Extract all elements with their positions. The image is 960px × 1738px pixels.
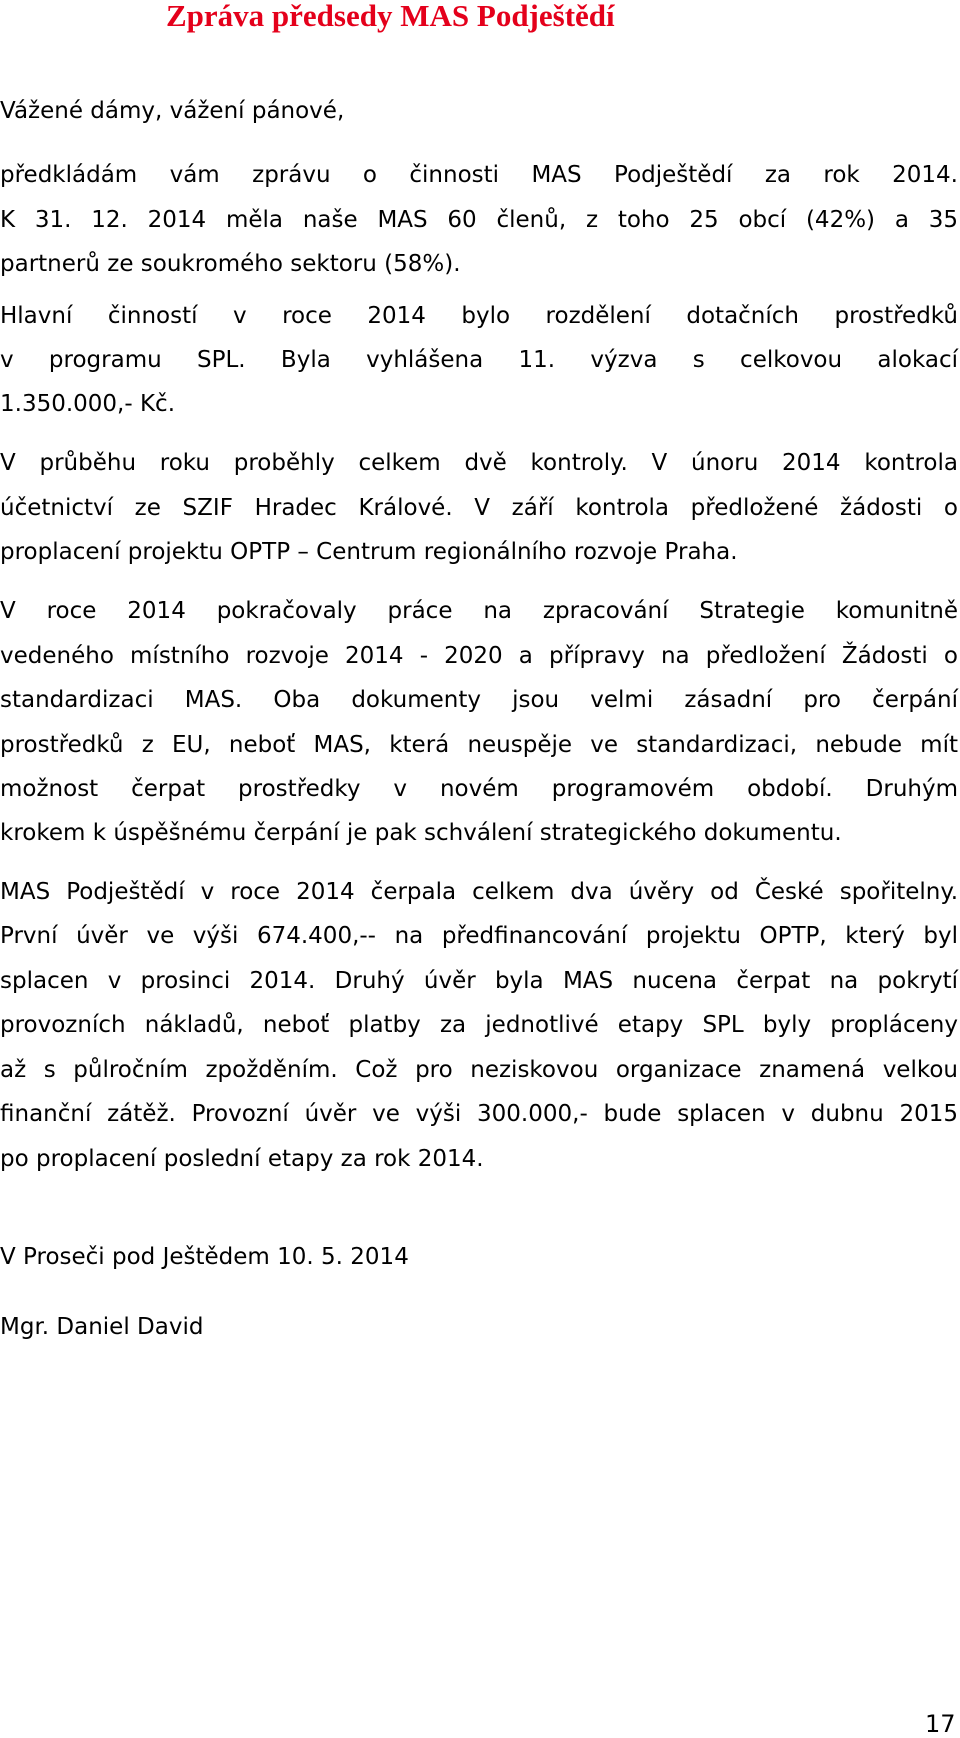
paragraph-line: v programu SPL. Byla vyhlášena 11. výzva s celkovou alokací (0, 347, 958, 373)
paragraph-line: finanční zátěž. Provozní úvěr ve výši 300.000,- bude splacen v dubnu 2015 (0, 1101, 958, 1127)
paragraph-line: partnerů ze soukromého sektoru (58%). (0, 251, 461, 277)
paragraph-line: 1.350.000,- Kč. (0, 391, 176, 417)
page-number: 17 (925, 1710, 956, 1738)
paragraph-line: po proplacení poslední etapy za rok 2014. (0, 1146, 484, 1172)
document-title: Zpráva předsedy MAS Podještědí (166, 0, 615, 33)
paragraph-line: K 31. 12. 2014 měla naše MAS 60 členů, z toho 25 obcí (42%) a 35 (0, 207, 958, 233)
greeting: Vážené dámy, vážení pánové, (0, 98, 345, 124)
paragraph-line: proplacení projektu OPTP – Centrum regionálního rozvoje Praha. (0, 539, 738, 565)
paragraph-line: účetnictví ze SZIF Hradec Králové. V září kontrola předložené žádosti o (0, 495, 958, 521)
paragraph-line: krokem k úspěšnému čerpání je pak schválení strategického dokumentu. (0, 820, 842, 846)
paragraph-line: možnost čerpat prostředky v novém programovém období. Druhým (0, 776, 958, 802)
paragraph-line: provozních nákladů, neboť platby za jednotlivé etapy SPL byly propláceny (0, 1012, 958, 1038)
paragraph-line: V průběhu roku proběhly celkem dvě kontroly. V únoru 2014 kontrola (0, 450, 958, 476)
paragraph-line: vedeného místního rozvoje 2014 - 2020 a přípravy na předložení Žádosti o (0, 643, 958, 669)
paragraph-line: až s půlročním zpožděním. Což pro neziskovou organizace znamená velkou (0, 1057, 958, 1083)
paragraph-line: První úvěr ve výši 674.400,-- na předfinancování projektu OPTP, který byl (0, 923, 958, 949)
signature-name: Mgr. Daniel David (0, 1314, 204, 1340)
paragraph-line: Hlavní činností v roce 2014 bylo rozdělení dotačních prostředků (0, 303, 958, 329)
paragraph-line: MAS Podještědí v roce 2014 čerpala celkem dva úvěry od České spořitelny. (0, 879, 958, 905)
paragraph-line: splacen v prosinci 2014. Druhý úvěr byla MAS nucena čerpat na pokrytí (0, 968, 958, 994)
paragraph-line: předkládám vám zprávu o činnosti MAS Podještědí za rok 2014. (0, 162, 958, 188)
paragraph-line: prostředků z EU, neboť MAS, která neuspěje ve standardizaci, nebude mít (0, 732, 958, 758)
place-and-date: V Proseči pod Ještědem 10. 5. 2014 (0, 1244, 409, 1270)
paragraph-line: standardizaci MAS. Oba dokumenty jsou velmi zásadní pro čerpání (0, 687, 958, 713)
paragraph-line: V roce 2014 pokračovaly práce na zpracování Strategie komunitně (0, 598, 958, 624)
